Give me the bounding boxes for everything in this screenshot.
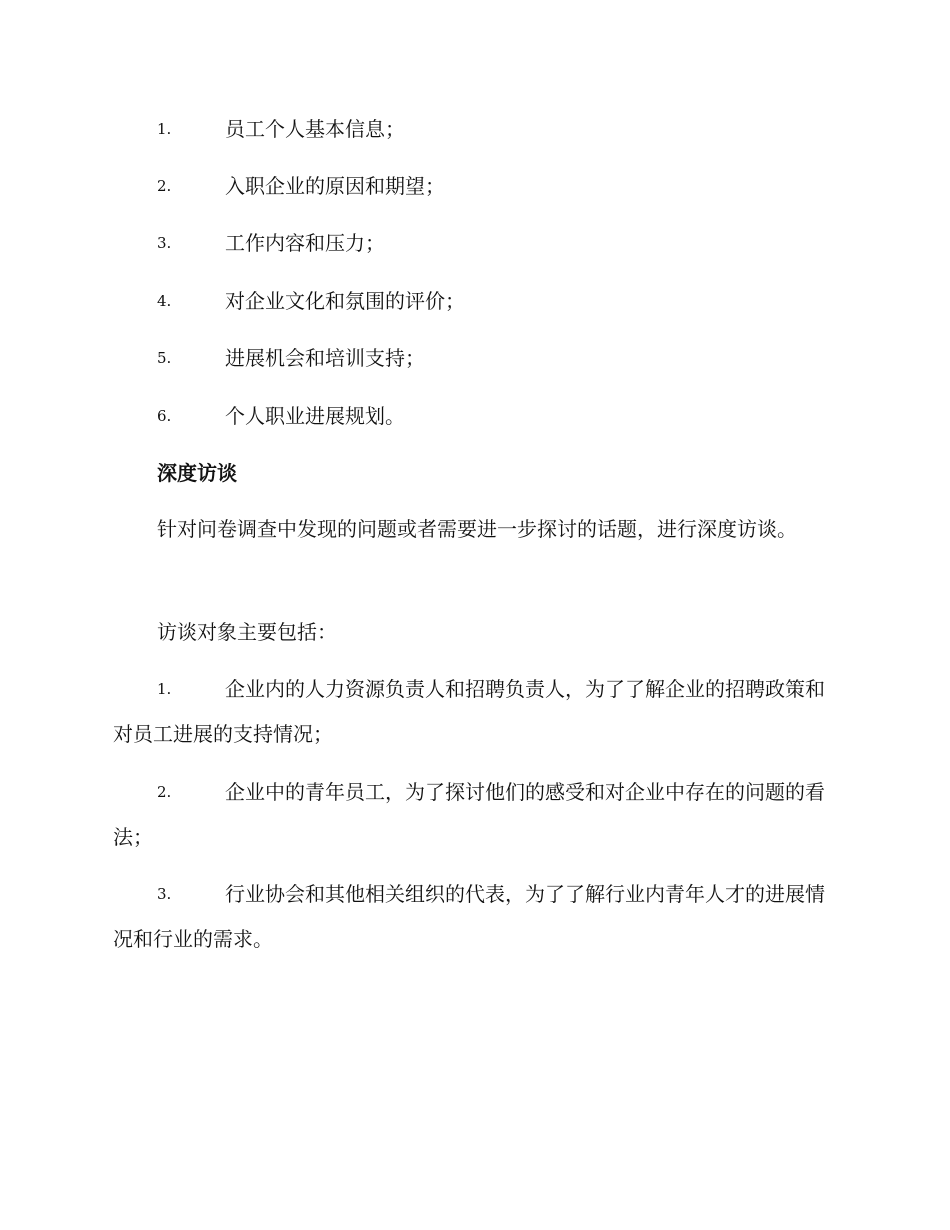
list-text: 个人职业进展规划。 — [225, 404, 405, 428]
subjects-label: 访谈对象主要包括： — [157, 620, 337, 644]
list-text: 入职企业的原因和期望； — [225, 174, 445, 198]
list-number: 3. — [157, 234, 172, 252]
list-item — [0, 171, 950, 201]
list-item — [113, 872, 833, 962]
list-text: 工作内容和压力； — [225, 231, 385, 255]
list-text: 企业中的青年员工，为了探讨他们的感受和对企业中存在的问题的看法； — [113, 780, 825, 849]
list-number: 1. — [157, 120, 172, 138]
list-text: 企业内的人力资源负责人和招聘负责人，为了了解企业的招聘政策和对员工进展的支持情况； — [113, 677, 825, 746]
list-number: 2. — [157, 783, 172, 801]
list-item — [113, 770, 833, 860]
list-text: 员工个人基本信息； — [225, 117, 405, 141]
list-text: 行业协会和其他相关组织的代表，为了了解行业内青年人才的进展情况和行业的需求。 — [113, 882, 825, 951]
list-item — [0, 228, 950, 258]
list-number: 2. — [157, 177, 172, 195]
list-text: 对企业文化和氛围的评价； — [225, 289, 465, 313]
list-item — [113, 667, 833, 757]
list-number: 4. — [157, 292, 172, 310]
list-item — [0, 114, 950, 144]
list-number: 6. — [157, 407, 172, 425]
list-number: 1. — [157, 680, 172, 698]
list-text: 进展机会和培训支持； — [225, 346, 425, 370]
list-number: 5. — [157, 349, 172, 367]
list-item — [0, 286, 950, 316]
list-item — [0, 401, 950, 431]
section-heading: 深度访谈 — [157, 461, 237, 485]
list-number: 3. — [157, 885, 172, 903]
list-item — [0, 343, 950, 373]
intro-paragraph: 针对问卷调查中发现的问题或者需要进一步探讨的话题，进行深度访谈。 — [157, 517, 797, 541]
